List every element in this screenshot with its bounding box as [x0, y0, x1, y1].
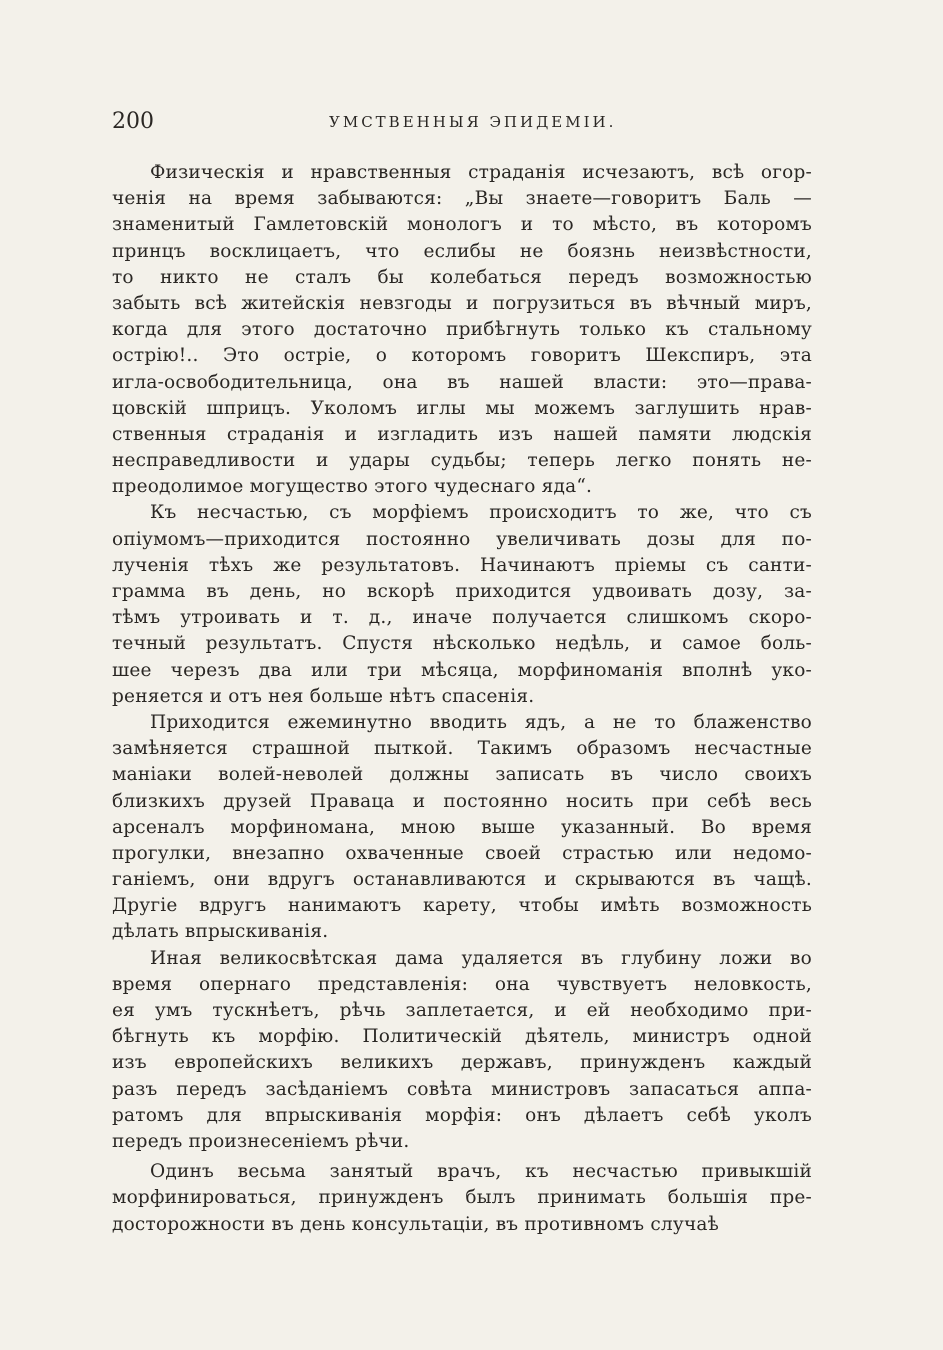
text-line: близкихъ друзей Правацa и постоянно носить при себѣ весь: [112, 790, 812, 812]
text-line: реняется и отъ нея больше нѣтъ спасенія.: [112, 685, 535, 707]
text-line: шее черезъ два или три мѣсяца, морфиноманія вполнѣ уко-: [112, 659, 812, 681]
running-title: УМСТВЕННЫЯ ЭПИДЕМІИ.: [329, 113, 617, 131]
text-line: ратомъ для впрыскиванія морфія: онъ дѣлаетъ себѣ уколъ: [112, 1104, 812, 1126]
text-line: то никто не сталъ бы колебаться передъ возможностью: [112, 266, 812, 288]
page-number: 200: [112, 109, 154, 134]
text-line: маніаки волей-неволей должны записать въ число своихъ: [112, 764, 812, 786]
text-line: лученія тѣхъ же результатовъ. Начинаютъ пріемы съ санти-: [112, 554, 812, 576]
text-line: разъ передъ засѣданіемъ совѣта министровъ запасаться аппа-: [112, 1078, 812, 1100]
text-line: острію!.. Это остріе, о которомъ говоритъ Шекспиръ, эта: [112, 345, 812, 367]
text-line: когда для этого достаточно прибѣгнуть только къ стальному: [112, 319, 812, 341]
text-line: преодолимое могущество этого чудеснаго яда“.: [112, 476, 593, 498]
text-line: несправедливости и удары судьбы; теперь легко понять не-: [112, 450, 812, 472]
text-line: изъ европейскихъ великихъ державъ, принужденъ каждый: [112, 1052, 812, 1074]
paragraph: [112, 1159, 812, 1238]
text-line: ея умъ тускнѣетъ, рѣчь заплетается, и ей необходимо при-: [112, 1000, 812, 1021]
text-line: Физическія и нравственныя страданія исчезаютъ, всѣ огор-: [150, 162, 812, 183]
text-line: грамма въ день, но вскорѣ приходится удвоивать дозу, за-: [112, 581, 812, 602]
text-line: течный результатъ. Спустя нѣсколько недѣль, и самое боль-: [112, 633, 812, 655]
text-line: Другіе вдругъ нанимаютъ карету, чтобы имѣть возможность: [112, 895, 812, 917]
text-line: ственныя страданія и изгладить изъ нашей памяти людскія: [112, 423, 812, 445]
text-line: Къ несчастью, съ морфіемъ происходитъ то же, что съ: [150, 502, 812, 524]
text-line: время опернаго представленія: она чувствуетъ неловкость,: [112, 973, 812, 995]
text-line: замѣняется страшной пыткой. Такимъ образомъ несчастные: [112, 738, 812, 760]
text-line: опіумомъ—приходится постоянно увеличивать дозы для по-: [112, 528, 812, 550]
text-line: морфинироваться, принужденъ былъ принимать большія пре-: [112, 1187, 812, 1209]
text-line: тѣмъ утроивать и т. д., иначе получается слишкомъ скоро-: [112, 607, 812, 629]
text-line: бѣгнуть къ морфію. Политическій дѣятель, министръ одной: [112, 1026, 812, 1048]
paragraph: [112, 500, 812, 710]
text-line: дѣлать впрыскиванія.: [112, 921, 329, 943]
page-header: [112, 108, 812, 140]
body-text: [112, 160, 812, 1238]
paragraph: [112, 710, 812, 946]
paragraph: [112, 160, 812, 500]
text-line: Одинъ весьма занятый врачъ, къ несчастью привыкшій: [150, 1161, 812, 1183]
text-line: арсеналъ морфиномана, мною выше указанный. Во время: [112, 816, 812, 838]
text-line: досторожности въ день консультаціи, въ противномъ случаѣ: [112, 1213, 719, 1235]
text-line: знаменитый Гамлетовскій монологъ и то мѣсто, въ которомъ: [112, 214, 812, 236]
text-line: ганіемъ, они вдругъ останавливаются и скрываются въ чащѣ.: [112, 869, 812, 891]
text-line: прогулки, внезапно охваченные своей страстью или недомо-: [112, 842, 812, 864]
text-line: передъ произнесеніемъ рѣчи.: [112, 1130, 410, 1152]
text-line: принцъ восклицаетъ, что еслибы не боязнь неизвѣстности,: [112, 240, 812, 262]
text-line: цовскій шприцъ. Уколомъ иглы мы можемъ заглушить нрав-: [112, 397, 812, 419]
paragraph: [112, 946, 812, 1156]
text-line: забыть всѣ житейскія невзгоды и погрузиться въ вѣчный миръ,: [112, 292, 812, 314]
text-line: Приходится ежеминутно вводить ядъ, а не то блаженство: [150, 711, 812, 733]
text-line: ченія на время забываются: „Вы знаете—говоритъ Баль —: [112, 188, 812, 210]
text-line: Иная великосвѣтская дама удаляется въ глубину ложи во: [150, 947, 812, 969]
text-line: игла-освободительница, она въ нашей власти: это—права-: [112, 371, 812, 393]
